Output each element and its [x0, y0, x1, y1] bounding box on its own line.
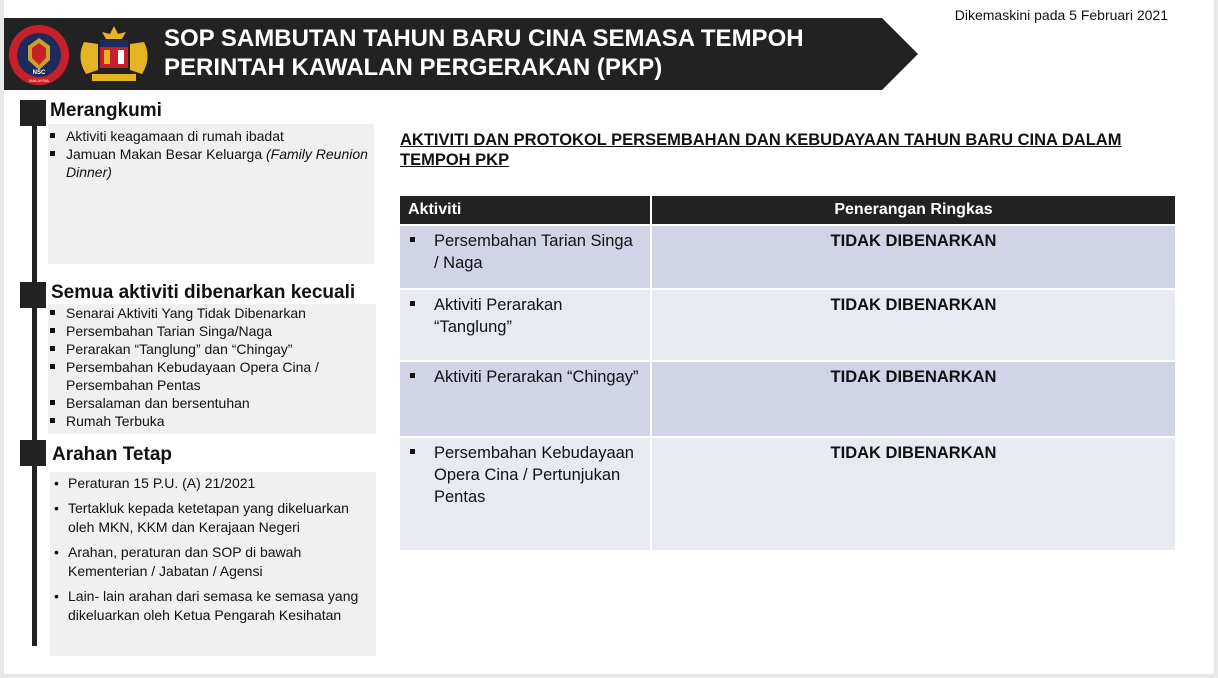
status-cell: TIDAK DIBENARKAN: [650, 360, 1175, 436]
activity-cell: [400, 288, 650, 360]
list-item: Senarai Aktiviti Yang Tidak Dibenarkan: [48, 304, 376, 322]
title-line-1: SOP SAMBUTAN TAHUN BARU CINA SEMASA TEMPOH: [164, 25, 804, 52]
bullet-square: [410, 237, 415, 242]
coat-of-arms-logo: [74, 24, 154, 86]
activity-table: [400, 196, 1175, 550]
list-item-italic: (Family Reunion Dinner): [66, 146, 368, 180]
table-row: [400, 436, 1175, 550]
activity-text: Aktiviti Perarakan “Chingay”: [434, 368, 639, 386]
timeline-marker: [20, 100, 46, 126]
directive-list: [50, 472, 376, 625]
section-title-directive: Arahan Tetap: [52, 444, 173, 465]
timeline-line: [32, 104, 37, 646]
activity-heading: AKTIVITI DAN PROTOKOL PERSEMBAHAN DAN KEBUDAYAAN TAHUN BARU CINA DALAM TEMPOH PKP: [400, 131, 1122, 169]
list-item: Perarakan “Tanglung” dan “Chingay”: [48, 340, 376, 358]
activity-text: Aktiviti Perarakan “Tanglung”: [434, 296, 563, 336]
nsc-logo-text: NSC: [32, 70, 46, 76]
table-row: [400, 288, 1175, 360]
slide: [4, 0, 1214, 674]
list-item: • Lain- lain arahan dari semasa ke semasa yang dikeluarkan oleh Ketua Pengarah Kesihatan: [52, 587, 376, 625]
list-item: • Peraturan 15 P.U. (A) 21/2021: [52, 474, 376, 493]
bullet-square: [410, 449, 415, 454]
page-title: [164, 24, 804, 82]
section-title-summary: Merangkumi: [50, 100, 162, 121]
activity-cell: [400, 224, 650, 288]
timeline-marker: [20, 440, 46, 466]
activity-text: Persembahan Kebudayaan Opera Cina / Pertunjukan Pentas: [434, 444, 634, 506]
list-item: Persembahan Tarian Singa/Naga: [48, 322, 376, 340]
list-item: • Arahan, peraturan dan SOP di bawah Kementerian / Jabatan / Agensi: [52, 543, 376, 581]
section-title-allowed: Semua aktiviti dibenarkan kecuali: [51, 282, 356, 303]
activity-cell: [400, 360, 650, 436]
activity-cell: [400, 436, 650, 550]
list-item: Aktiviti keagamaan di rumah ibadat: [48, 127, 374, 145]
activity-text: Persembahan Tarian Singa / Naga: [434, 232, 633, 272]
column-header-activity: Aktiviti: [400, 196, 650, 224]
column-header-description: Penerangan Ringkas: [650, 196, 1175, 224]
table-header-row: [400, 196, 1175, 224]
timeline-marker: [20, 282, 46, 308]
nsc-logo: [8, 24, 70, 86]
list-item: Bersalaman dan bersentuhan: [48, 394, 376, 412]
table-row: [400, 224, 1175, 288]
bullet-square: [410, 373, 415, 378]
status-cell: TIDAK DIBENARKAN: [650, 436, 1175, 550]
allowed-list: [48, 304, 376, 430]
directive-box: [50, 472, 376, 656]
table-row: [400, 360, 1175, 436]
bullet-square: [410, 301, 415, 306]
allowed-box: [48, 304, 376, 434]
list-item: Persembahan Kebudayaan Opera Cina / Persembahan Pentas: [48, 358, 376, 394]
title-line-2: PERINTAH KAWALAN PERGERAKAN (PKP): [164, 54, 663, 81]
list-item: Rumah Terbuka: [48, 412, 376, 430]
summary-box: [48, 124, 374, 264]
list-item-text: Jamuan Makan Besar Keluarga: [66, 146, 266, 162]
list-item: • Tertakluk kepada ketetapan yang dikeluarkan oleh MKN, KKM dan Kerajaan Negeri: [52, 499, 376, 537]
list-item: [48, 145, 374, 181]
summary-list: [48, 124, 374, 181]
nsc-logo-subtext: MALAYSIA: [29, 78, 49, 83]
status-cell: TIDAK DIBENARKAN: [650, 288, 1175, 360]
status-cell: TIDAK DIBENARKAN: [650, 224, 1175, 288]
updated-date: Dikemaskini pada 5 Februari 2021: [954, 7, 1168, 23]
